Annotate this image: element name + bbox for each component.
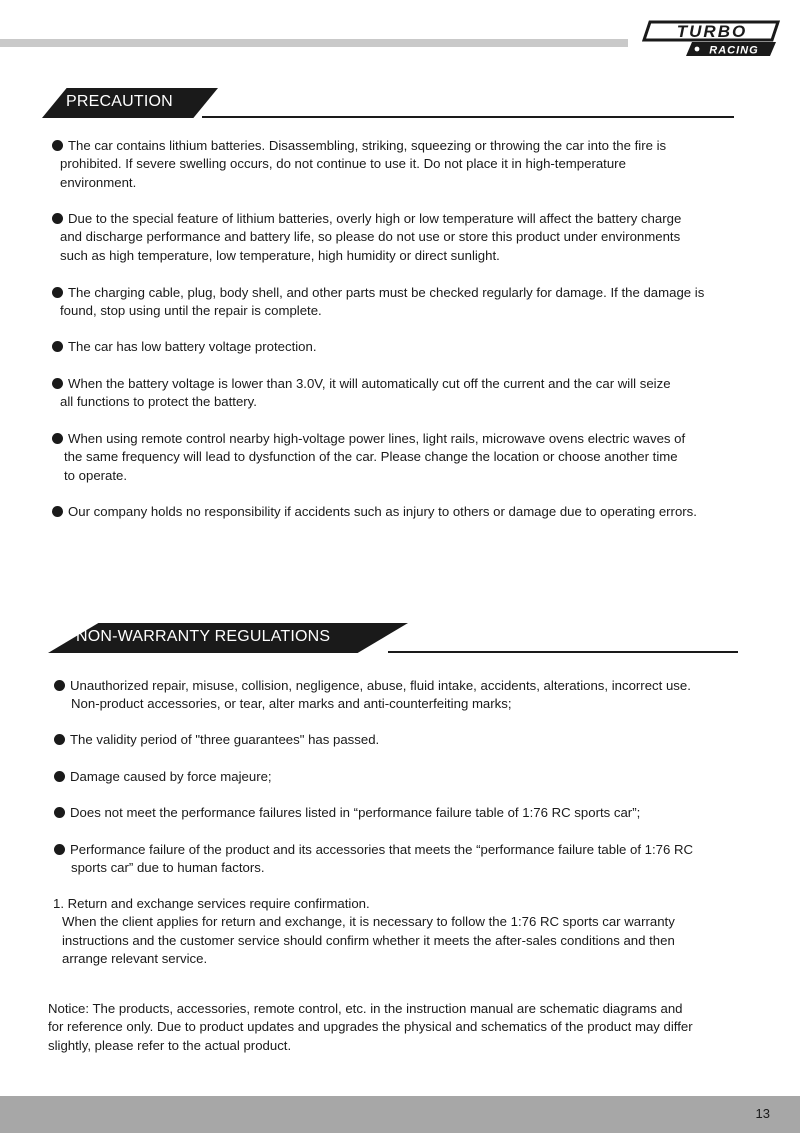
bullet-icon [54,771,65,782]
bullet-icon [54,734,65,745]
bullet-icon [52,433,63,444]
list-item: The car has low battery voltage protection. [52,338,317,356]
precaution-header [42,88,734,118]
bullet-icon [52,378,63,389]
notice-paragraph: Notice: The products, accessories, remote control, etc. in the instruction manual are schematic diagrams and for reference only. Due to product updates and upgrades the physical and schematics of the product may differ slightly, please refer to the actual product. [48,1001,693,1053]
footer-bar [0,1096,800,1133]
logo-sub-text: RACING [709,44,759,57]
bullet-icon [52,341,63,352]
precaution-rule [202,116,734,118]
non-warranty-header [48,623,738,653]
list-item: Due to the special feature of lithium batteries, overly high or low temperature will affect the battery charge and discharge performance and battery life, so please do not use or store this product under environments such as high temperature, low temperature, high humidity or direct sunlight. [52,210,681,265]
list-item: Performance failure of the product and its accessories that meets the “performance failure table of 1:76 RC sports car” due to human factors. [54,841,693,878]
bullet-icon [52,287,63,298]
list-item: The validity period of "three guarantees" has passed. [54,731,379,749]
list-item: When the battery voltage is lower than 3.0V, it will automatically cut off the current and the car will seize all functions to protect the battery. [52,375,671,412]
numbered-clause-heading: 1. Return and exchange services require confirmation. [53,896,370,911]
bullet-icon [52,506,63,517]
bullet-icon [52,140,63,151]
list-item: Our company holds no responsibility if accidents such as injury to others or damage due to operating errors. [52,503,697,521]
list-item: Does not meet the performance failures listed in “performance failure table of 1:76 RC sports car”; [54,804,640,822]
bullet-icon [54,844,65,855]
list-item: Damage caused by force majeure; [54,768,272,786]
list-item: Unauthorized repair, misuse, collision, negligence, abuse, fluid intake, accidents, alterations, incorrect use. Non-product accessories, or tear, alter marks and anti-counterfeiting marks; [54,677,691,714]
bullet-icon [52,213,63,224]
header-bar [0,39,628,47]
turbo-racing-logo [642,18,782,60]
non-warranty-title: NON-WARRANTY REGULATIONS [76,628,331,645]
bullet-icon [54,807,65,818]
numbered-clause: 1. Return and exchange services require confirmation. When the client applies for return and exchange, it is necessary to follow the 1:76 RC sports car warranty instructions and the customer service should confirm whether it meets the after-sales conditions and then arrange relevant service. [53,896,675,967]
list-item: When using remote control nearby high-voltage power lines, light rails, microwave ovens electric waves of the same frequency will lead to dysfunction of the car. Please change the location or choose another time to operate. [52,430,685,485]
list-item: The car contains lithium batteries. Disassembling, striking, squeezing or throwing the car into the fire is prohibited. If severe swelling occurs, do not continue to use it. Do not place it in high-temperature environment. [52,137,666,192]
bullet-icon [54,680,65,691]
non-warranty-rule [388,651,738,653]
logo-main-text: TURBO [676,22,748,41]
precaution-title: PRECAUTION [66,93,173,110]
page-number: 13 [755,1106,770,1121]
list-item: The charging cable, plug, body shell, and other parts must be checked regularly for damage. If the damage is found, stop using until the repair is complete. [52,284,704,321]
